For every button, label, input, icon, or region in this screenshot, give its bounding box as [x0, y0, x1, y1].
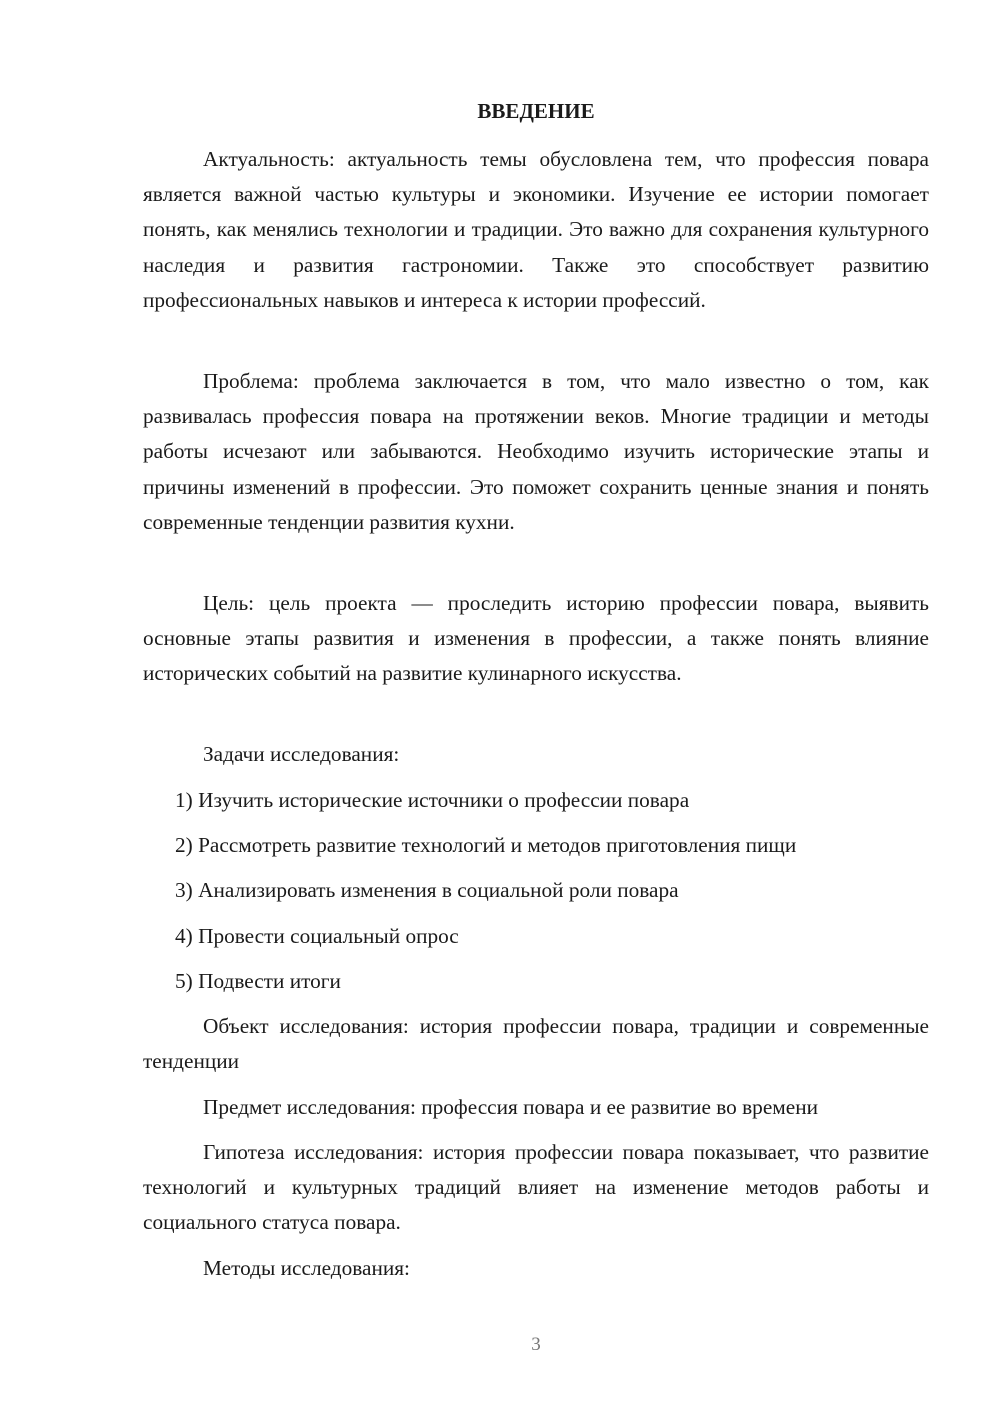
methods-heading: Методы исследования:: [203, 1256, 410, 1280]
task-item: 1) Изучить исторические источники о профессии повара: [175, 788, 690, 812]
task-item: 2) Рассмотреть развитие технологий и методов приготовления пищи: [175, 833, 797, 857]
tasks-heading: Задачи исследования:: [203, 742, 400, 766]
paragraph-goal: Цель: цель проекта — проследить историю профессии повара, выявить основные этапы развития и изменения в профессии, а также понять влияние исторических событий на развитие кулинарного искусства.: [143, 591, 929, 686]
paragraph-problem: Проблема: проблема заключается в том, что мало известно о том, как развивалась профессия повара на протяжении веков. Многие традиции и методы работы исчезают или забываются. Необходимо изучить исторические этапы и причины изменений в профессии. Это поможет сохранить ценные знания и понять современные тенденции развития кухни.: [143, 369, 929, 534]
paragraph-object: Объект исследования: история профессии повара, традиции и современные тенденции: [143, 1014, 929, 1074]
task-item: 4) Провести социальный опрос: [175, 924, 459, 948]
paragraph-subject: Предмет исследования: профессия повара и ее развитие во времени: [203, 1095, 818, 1119]
page-number: 3: [531, 1334, 541, 1355]
task-item: 5) Подвести итоги: [175, 969, 341, 993]
paragraph-relevance: Актуальность: актуальность темы обусловлена тем, что профессия повара является важной частью культуры и экономики. Изучение ее истории помогает понять, как менялись технологии и традиции. Это важно для сохранения культурного наследия и развития гастрономии. Также это способствует развитию профессиональных навыков и интереса к истории профессий.: [143, 147, 929, 312]
task-item: 3) Анализировать изменения в социальной роли повара: [175, 878, 679, 902]
page-title: ВВЕДЕНИЕ: [477, 99, 595, 123]
paragraph-hypothesis: Гипотеза исследования: история профессии повара показывает, что развитие технологий и культурных традиций влияет на изменение методов работы и социального статуса повара.: [143, 1140, 929, 1235]
